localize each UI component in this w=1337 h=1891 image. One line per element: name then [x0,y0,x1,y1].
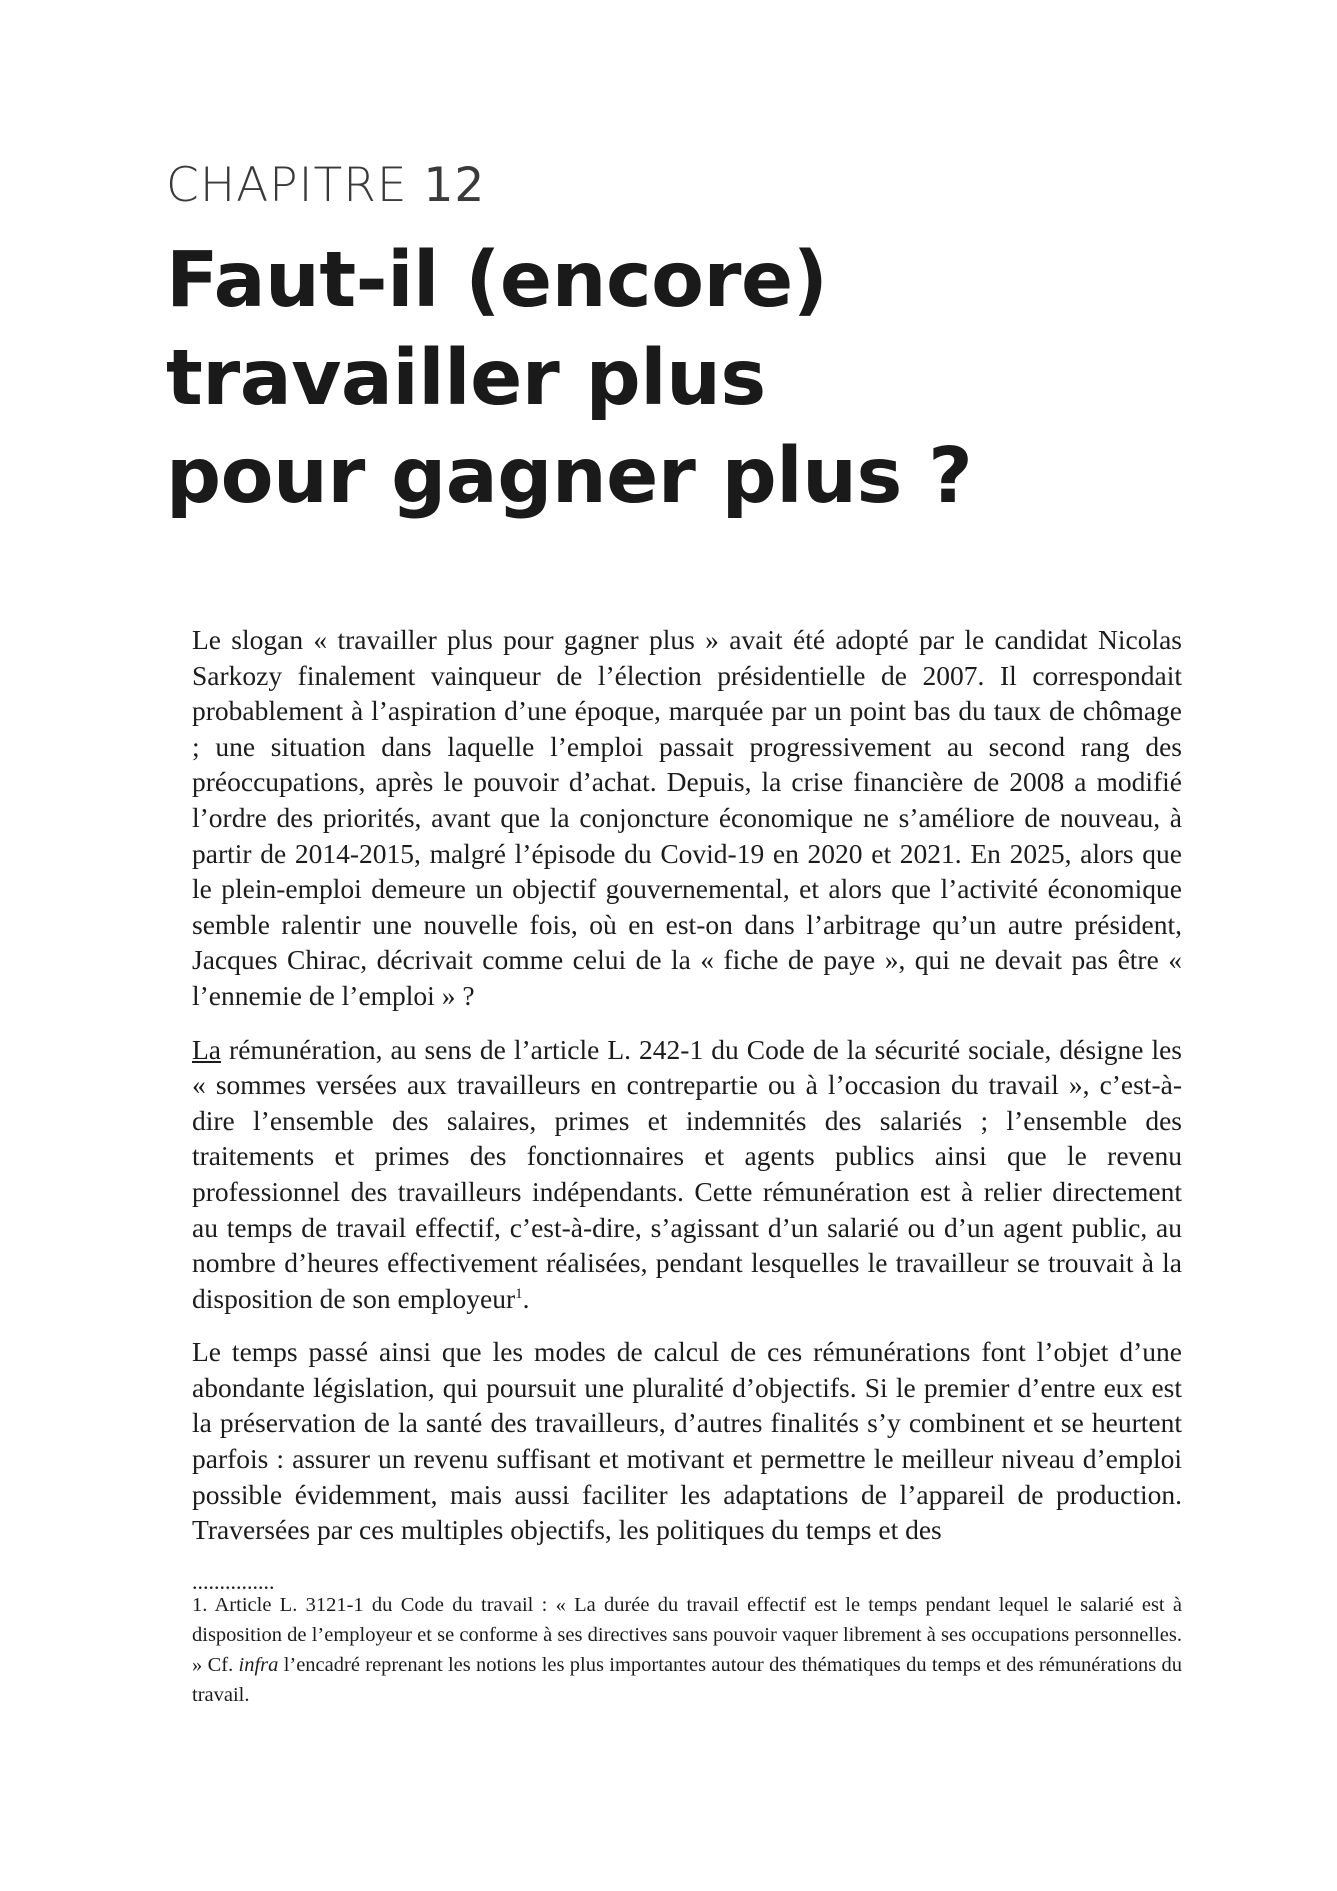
paragraph-1: Le slogan « travailler plus pour gagner plus » avait été adopté par le candidat Nicolas Sarkozy finalement vainqueur de l’élection présidentielle de 2007. Il correspondait probablement à l’aspiration d’une époque, marquée par un point bas du taux de chômage ; une situation dans laquelle l’emploi passait progressivement au second rang des préoccupations, après le pouvoir d’achat. Depuis, la crise financière de 2008 a modifié l’ordre des priorités, avant que la conjoncture économique ne s’améliore de nouveau, à partir de 2014-2015, malgré l’épisode du Covid-19 en 2020 et 2021. En 2025, alors que le plein-emploi demeure un objectif gouvernemental, et alors que l’activité économique semble ralentir une nouvelle fois, où en est-on dans l’arbitrage qu’un autre président, Jacques Chirac, décrivait comme celui de la « fiche de paye », qui ne devait pas être « l’ennemie de l’emploi » ? [192,624,1182,1011]
paragraph-2-lead: La [192,1033,222,1065]
chapter-title-line-1: Faut-il (encore) [166,236,828,325]
chapter-title [166,232,1216,526]
chapter-title-line-2: travailler plus [166,334,766,423]
chapter-label-word: CHAPITRE [166,158,408,213]
chapter-number: 12 [423,158,486,213]
chapter-title-line-3: pour gagner plus ? [166,432,973,521]
footnote-reference[interactable]: 1 [515,1285,523,1302]
paragraph-3: Le temps passé ainsi que les modes de calcul de ces rémunérations font l’objet d’une abondante législation, qui poursuit une pluralité d’objectifs. Si le premier d’entre eux est la préservation de la santé des travailleurs, d’autres finalités s’y combinent et se heurtent parfois : assurer un revenu suffisant et motivant et permettre le meilleur niveau d’emploi possible évidemment, mais aussi faciliter les adaptations de l’appareil de production. Traversées par ces multiples objectifs, les politiques du temps et des [192,1336,1182,1546]
paragraph-2-text: rémunération, au sens de l’article L. 242-1 du Code de la sécurité sociale, désigne les « sommes versées aux travailleurs en contrepartie ou à l’occasion du travail », c’est-à-dire l’ensemble des salaires, primes et indemnités des salariés ; l’ensemble des traitements et primes des fonctionnaires et agents publics ainsi que le revenu professionnel des travailleurs indépendants. Cette rémunération est à relier directement au temps de travail effectif, c’est-à-dire, s’agissant d’un salarié ou d’un agent public, au nombre d’heures effectivement réalisées, pendant lesquelles le travailleur se trouvait à la disposition de son employeur [192,1033,1182,1314]
footnote-text-end: l’encadré reprenant les notions les plus importantes autour des thématiques du temps et des rémunérations du travail. [192,1654,1182,1706]
paragraph-2 [192,1032,1182,1317]
footnote-italic: infra [238,1654,279,1676]
paragraph-2-end: . [522,1282,530,1314]
footnote-separator: ............... [192,1569,275,1594]
chapter-label [166,158,486,213]
footnote [192,1590,1182,1710]
footnote-text-start: 1. Article L. 3121-1 du Code du travail : « La durée du travail effectif est le temps pendant lequel le salarié est à disposition de l’employeur et se conforme à ses directives sans pouvoir vaquer librement à ses occupations personnelles. » Cf. [192,1594,1182,1676]
body-text [192,622,1182,1566]
